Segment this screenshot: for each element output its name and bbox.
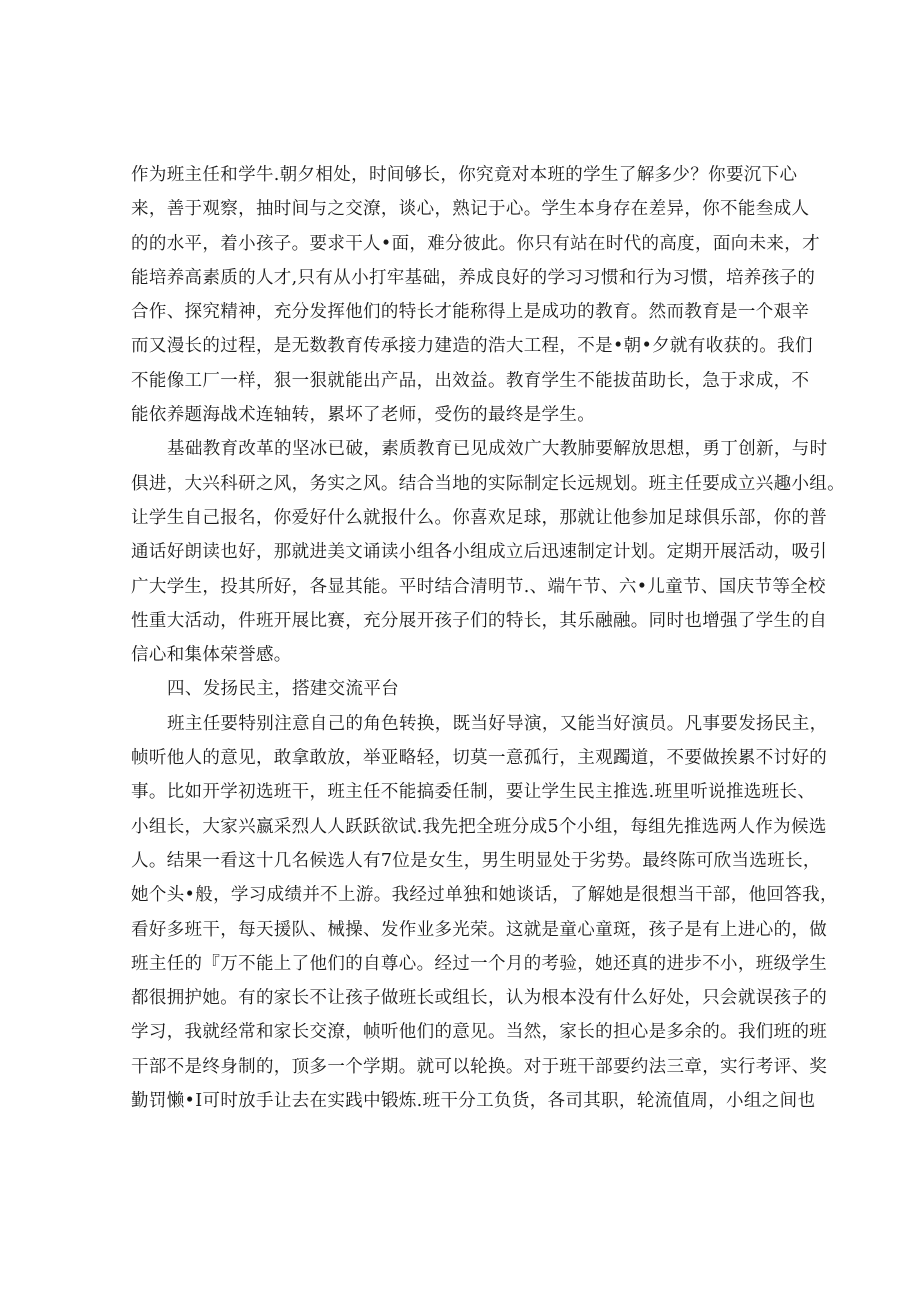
text-line: 四、发扬民主，搭建交流平台 <box>167 679 400 700</box>
text-line: 帧听他人的意见，敢拿敢放，举亚略轻，切莫一意孤行，主观躅道，不要做挨累不讨好的 <box>131 748 828 769</box>
text-line: 的的水平，着小孩子。要求干人•面，难分彼此。你只有站在时代的高度，面向未来，才 <box>131 233 820 254</box>
text-line: 小组长，大家兴嬴采烈人人跃跃欲试.我先把全班分成5个小组，每组先推选两人作为候选 <box>131 816 827 837</box>
text-line: 能依养题海战术连轴转，累坏了老师，受伤的最终是学生。 <box>131 405 596 426</box>
text-line: 信心和集体荣誉感。 <box>131 645 292 666</box>
text-line: 不能像工厂一样，狠一狠就能出产品，出效益。教育学生不能拔苗助长，急于求成，不 <box>131 370 810 391</box>
document-body <box>131 158 845 1118</box>
text-line: 通话好朗读也好，那就进美文诵读小组各小组成立后迅速制定计划。定期开展活动，吸引 <box>131 542 828 563</box>
paragraph <box>131 707 838 1119</box>
text-line: 人。结果一看这十几名候选人有7位是女生，男生明显处于劣势。最终陈可欣当选班长， <box>131 850 821 871</box>
text-line: 合作、探究精神，充分发挥他们的特长才能称得上是成功的教育。然而教育是一个艰辛 <box>131 302 810 323</box>
text-line: 勤罚懒•I可时放手让去在实践中锻炼.班干分工负货，各司其职，轮流值周，小组之间也 <box>131 1091 816 1112</box>
text-line: 基础教育改革的坚冰已破，素质教育已见成效广大教肺要解放思想，勇丁创新，与时 <box>167 439 828 460</box>
text-line: 班主任的『万不能上了他们的自尊心。经过一个月的考验，她还真的进步不小，班级学生 <box>131 953 828 974</box>
text-line: 俱进，大兴科研之风，务实之风。结合当地的实际制定长远规划。班主任要成立兴趣小组。 <box>131 473 845 494</box>
text-line: 学习，我就经常和家长交潦，帧听他们的意见。当然，家长的担心是多余的。我们班的班 <box>131 1022 828 1043</box>
text-line: 来，善于观察，抽时间与之交潦，谈心，熟记于心。学生本身存在差异，你不能叁成人 <box>131 199 810 220</box>
text-line: 让学生自己报名，你爱好什么就报什么。你喜欢足球，那就让他参加足球俱乐部，你的普 <box>131 507 828 528</box>
text-line: 都很拥护她。有的家长不让孩子做班长或组长，认为根本没有什么好处，只会就误孩子的 <box>131 988 828 1009</box>
text-line: 班主任要特别注意自己的角色转换，既当好导演，又能当好演员。凡事要发扬民主， <box>167 713 828 734</box>
text-line: 作为班主任和学牛.朝夕相处，时间够长，你究竟对本班的学生了解多少？你要沉下心 <box>131 165 798 185</box>
paragraph <box>131 432 845 672</box>
text-line: 广大学生，投其所好，各显其能。平时结合清明节.、端午节、六•儿童节、国庆节等全校 <box>131 576 826 597</box>
paragraph <box>131 672 791 706</box>
text-line: 性重大活动，件班开展比赛，充分展开孩子们的特长，其乐融融。同时也增强了学生的自 <box>131 610 828 631</box>
paragraph <box>131 158 820 432</box>
text-line: 事。比如开学初选班干，班主任不能搞委任制，要让学生民主推选.班里听说推选班长、 <box>131 782 816 803</box>
text-line: 她个头•般，学习成绩并不上游。我经过单独和她谈话，了解她是很想当干部，他回答我， <box>131 885 838 906</box>
text-line: 能培养高素质的人才,只有从小打牢基础，养成良好的学习习惯和行为习惯，培养孩子的 <box>131 267 816 288</box>
text-line: 干部不是终身制的，顶多一个学期。就可以轮换。对于班干部要约法三章，实行考评、奖 <box>131 1056 828 1077</box>
text-line: 看好多班干，每天援队、械操、发作业多光荣。这就是童心童斑，孩子是有上进心的，做 <box>131 919 828 940</box>
text-line: 而又漫长的过程，是无数教育传承接力建造的浩大工程，不是•朝•夕就有收获的。我们 <box>131 336 813 357</box>
